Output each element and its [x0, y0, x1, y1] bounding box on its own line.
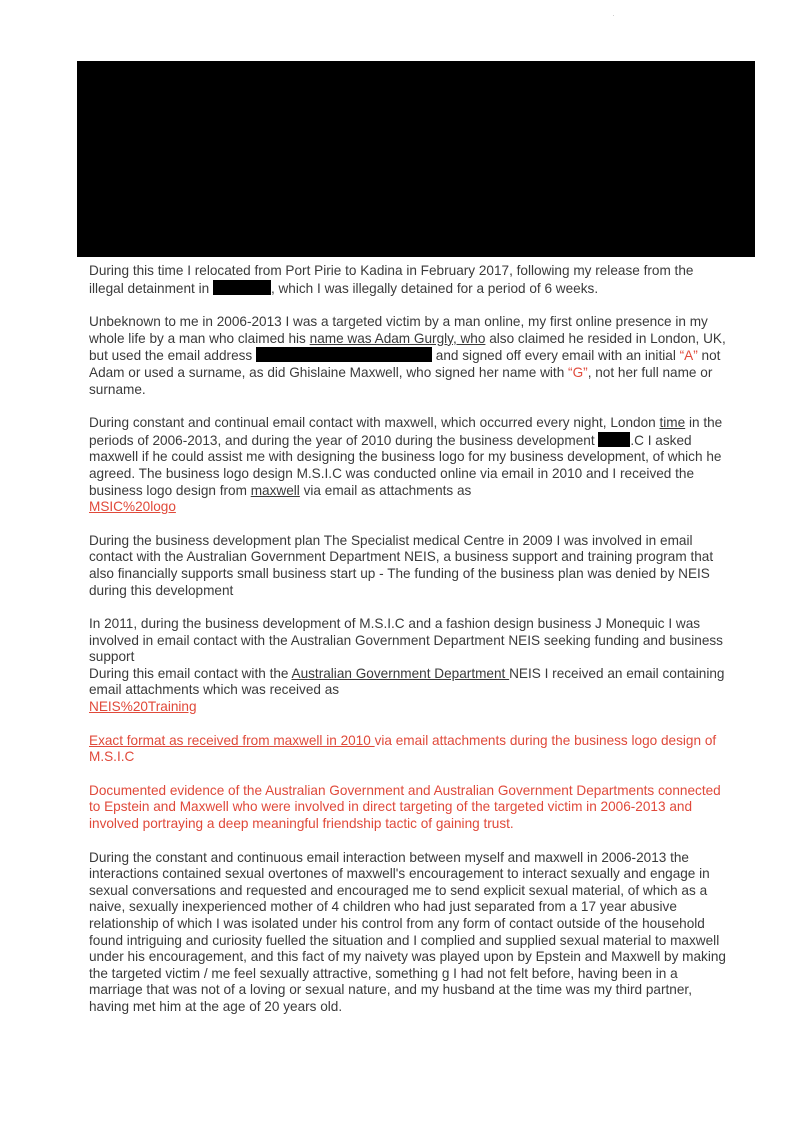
redaction-email-address: [256, 347, 432, 362]
paragraph-neis-2009: During the business development plan The Specialist medical Centre in 2009 I was involved in email contact with the Australian Government Department NEIS, a business support and training program that also financially supports small business start up - The funding of the business plan was denied by NEIS during this development: [89, 532, 714, 598]
paragraph-sexual-interaction: During the constant and continuous email interaction between myself and maxwell in 2006-2013 the interactions contained sexual overtones of maxwell's encouragement to interact sexually and engage in sexual conversations and requested and encouraged me to send explicit sexual material, of which as a naive, sexually inexperienced mother of 4 children who had just separated from a 17 year abusive relationship of which I was isolated under his control from any form of contact outside of the household found intriguing and curiosity fuelled the situation and I complied and supplied sexual material to maxwell under his encouragement, and this fact of my naivety was played upon by Epstein and Maxwell by making the targeted victim / me feel sexually attractive, something g I had not felt before, having been in a marriage that was not of a loving or sexual nature, and my husband at the time was my third partner, having met him at the age of 20 years old.: [89, 849, 726, 1014]
paragraph-targeted-victim: Unbeknown to me in 2006-2013 I was a targeted victim by a man online, my first online presence in my whole life by a man who claimed his name was Adam Gurgly, who also claimed he resided in London, UK, but used the email address and signed off every email with an initial “A” not Adam or used a surname, as did Ghislaine Maxwell, who signed her name with “G”, not her full name or surname.: [89, 314, 726, 397]
redaction-block-header: [77, 61, 755, 257]
neis-training-link[interactable]: NEIS%20Training: [89, 699, 197, 715]
redaction-business-name: [598, 432, 630, 447]
redaction-location: [213, 280, 271, 295]
paragraph-exact-format: Exact format as received from maxwell in 2010 via email attachments during the business logo design of M.S.I.C: [89, 732, 717, 765]
msic-logo-link[interactable]: MSIC%20logo: [89, 499, 176, 515]
paragraph-relocation: During this time I relocated from Port Pirie to Kadina in February 2017, following my release from the illegal detainment in , which I was illegally detained for a period of 6 weeks.: [89, 263, 694, 296]
scan-speck: ·: [612, 10, 615, 20]
paragraph-neis-2011: In 2011, during the business development of M.S.I.C and a fashion design business J Monequic I was involved in email contact with the Australian Government Department NEIS seeking funding and business support During this email contact with the Australian Government Department NEIS I received an email containing email attachments which was received as NEIS%20Training: [89, 616, 725, 715]
paragraph-email-contact: During constant and continual email contact with maxwell, which occurred every night, London time in the periods of 2006-2013, and during the year of 2010 during the business development .C I asked maxwell if he could assist me with designing the business logo for my business development, of which he agreed. The business logo design M.S.I.C was conducted online via email in 2010 and I received the business logo design from maxwell via email as attachments as MSIC%20logo: [89, 415, 723, 515]
paragraph-documented-evidence: Documented evidence of the Australian Government and Australian Government Departments connected to Epstein and Maxwell who were involved in direct targeting of the targeted victim in 2006-2013 and involved portraying a deep meaningful friendship tactic of gaining trust.: [89, 782, 721, 832]
document-body: [89, 263, 729, 1033]
